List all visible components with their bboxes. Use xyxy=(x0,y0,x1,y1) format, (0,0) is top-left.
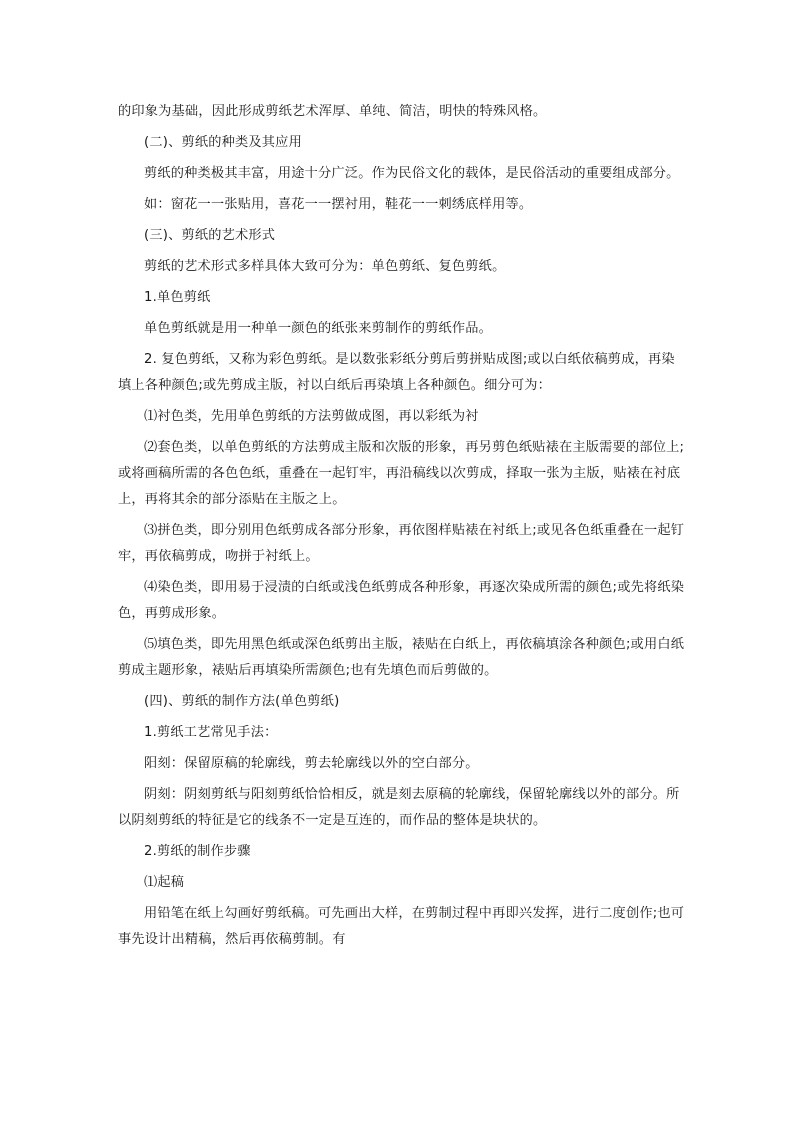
section-heading: (二)、剪纸的种类及其应用 xyxy=(144,135,302,150)
paragraph: 阳刻：保留原稿的轮廓线，剪去轮廓线以外的空白部分。 xyxy=(144,756,479,771)
subsection-heading: 1.单色剪纸 xyxy=(144,290,211,305)
list-item: ⑶拼色类，即分别用色纸剪成各部分形象，再依图样贴裱在衬纸上;或见各色纸重叠在一起钉牢，再依稿剪成，吻拼于衬纸上。 xyxy=(118,523,685,564)
list-item: ⑵套色类，以单色剪纸的方法剪成主版和次版的形象，再另剪色纸贴裱在主版需要的部位上;或将画稿所需的各色色纸，重叠在一起钉牢，再沿稿线以次剪成，择取一张为主版，贴裱在衬底上，再将其余的部分添贴在主版之上。 xyxy=(118,440,685,507)
document-page xyxy=(118,99,688,958)
subsection-heading: 2.剪纸的制作步骤 xyxy=(144,844,251,859)
list-item: ⑷染色类，即用易于浸渍的白纸或浅色纸剪成各种形象，再逐次染成所需的颜色;或先将纸染色，再剪成形象。 xyxy=(118,580,685,621)
section-heading: (三)、剪纸的艺术形式 xyxy=(144,228,276,243)
paragraph: 如：窗花一一张贴用，喜花一一摆衬用，鞋花一一刺绣底样用等。 xyxy=(144,197,533,212)
paragraph: 用铅笔在纸上勾画好剪纸稿。可先画出大样，在剪制过程中再即兴发挥，进行二度创作;也可事先设计出精稿，然后再依稿剪制。有 xyxy=(118,906,685,947)
list-item: ⑴衬色类，先用单色剪纸的方法剪做成图，再以彩纸为衬 xyxy=(144,409,479,424)
paragraph: 阴刻：阴刻剪纸与阳刻剪纸恰恰相反，就是刻去原稿的轮廓线，保留轮廓线以外的部分。所以阴刻剪纸的特征是它的线条不一定是互连的，而作品的整体是块状的。 xyxy=(118,787,680,828)
paragraph: 剪纸的艺术形式多样具体大致可分为：单色剪纸、复色剪纸。 xyxy=(144,259,506,274)
paragraph: 2. 复色剪纸，又称为彩色剪纸。是以数张彩纸分剪后剪拼贴成图;或以白纸依稿剪成，再染填上各种颜色;或先剪成主版，衬以白纸后再染填上各种颜色。细分可为： xyxy=(118,352,675,393)
paragraph: 单色剪纸就是用一种单一颜色的纸张来剪制作的剪纸作品。 xyxy=(144,321,493,336)
list-item: ⑴起稿 xyxy=(144,875,185,890)
paragraph: 的印象为基础，因此形成剪纸艺术浑厚、单纯、简洁，明快的特殊风格。 xyxy=(118,104,547,119)
subsection-heading: 1.剪纸工艺常见手法： xyxy=(144,725,278,740)
paragraph: 剪纸的种类极其丰富，用途十分广泛。作为民俗文化的载体，是民俗活动的重要组成部分。 xyxy=(144,166,680,181)
list-item: ⑸填色类，即先用黑色纸或深色纸剪出主版，裱贴在白纸上，再依稿填涂各种颜色;或用白纸剪成主题形象，裱贴后再填染所需颜色;也有先填色而后剪做的。 xyxy=(118,637,685,678)
section-heading: (四)、剪纸的制作方法(单色剪纸) xyxy=(144,694,340,709)
